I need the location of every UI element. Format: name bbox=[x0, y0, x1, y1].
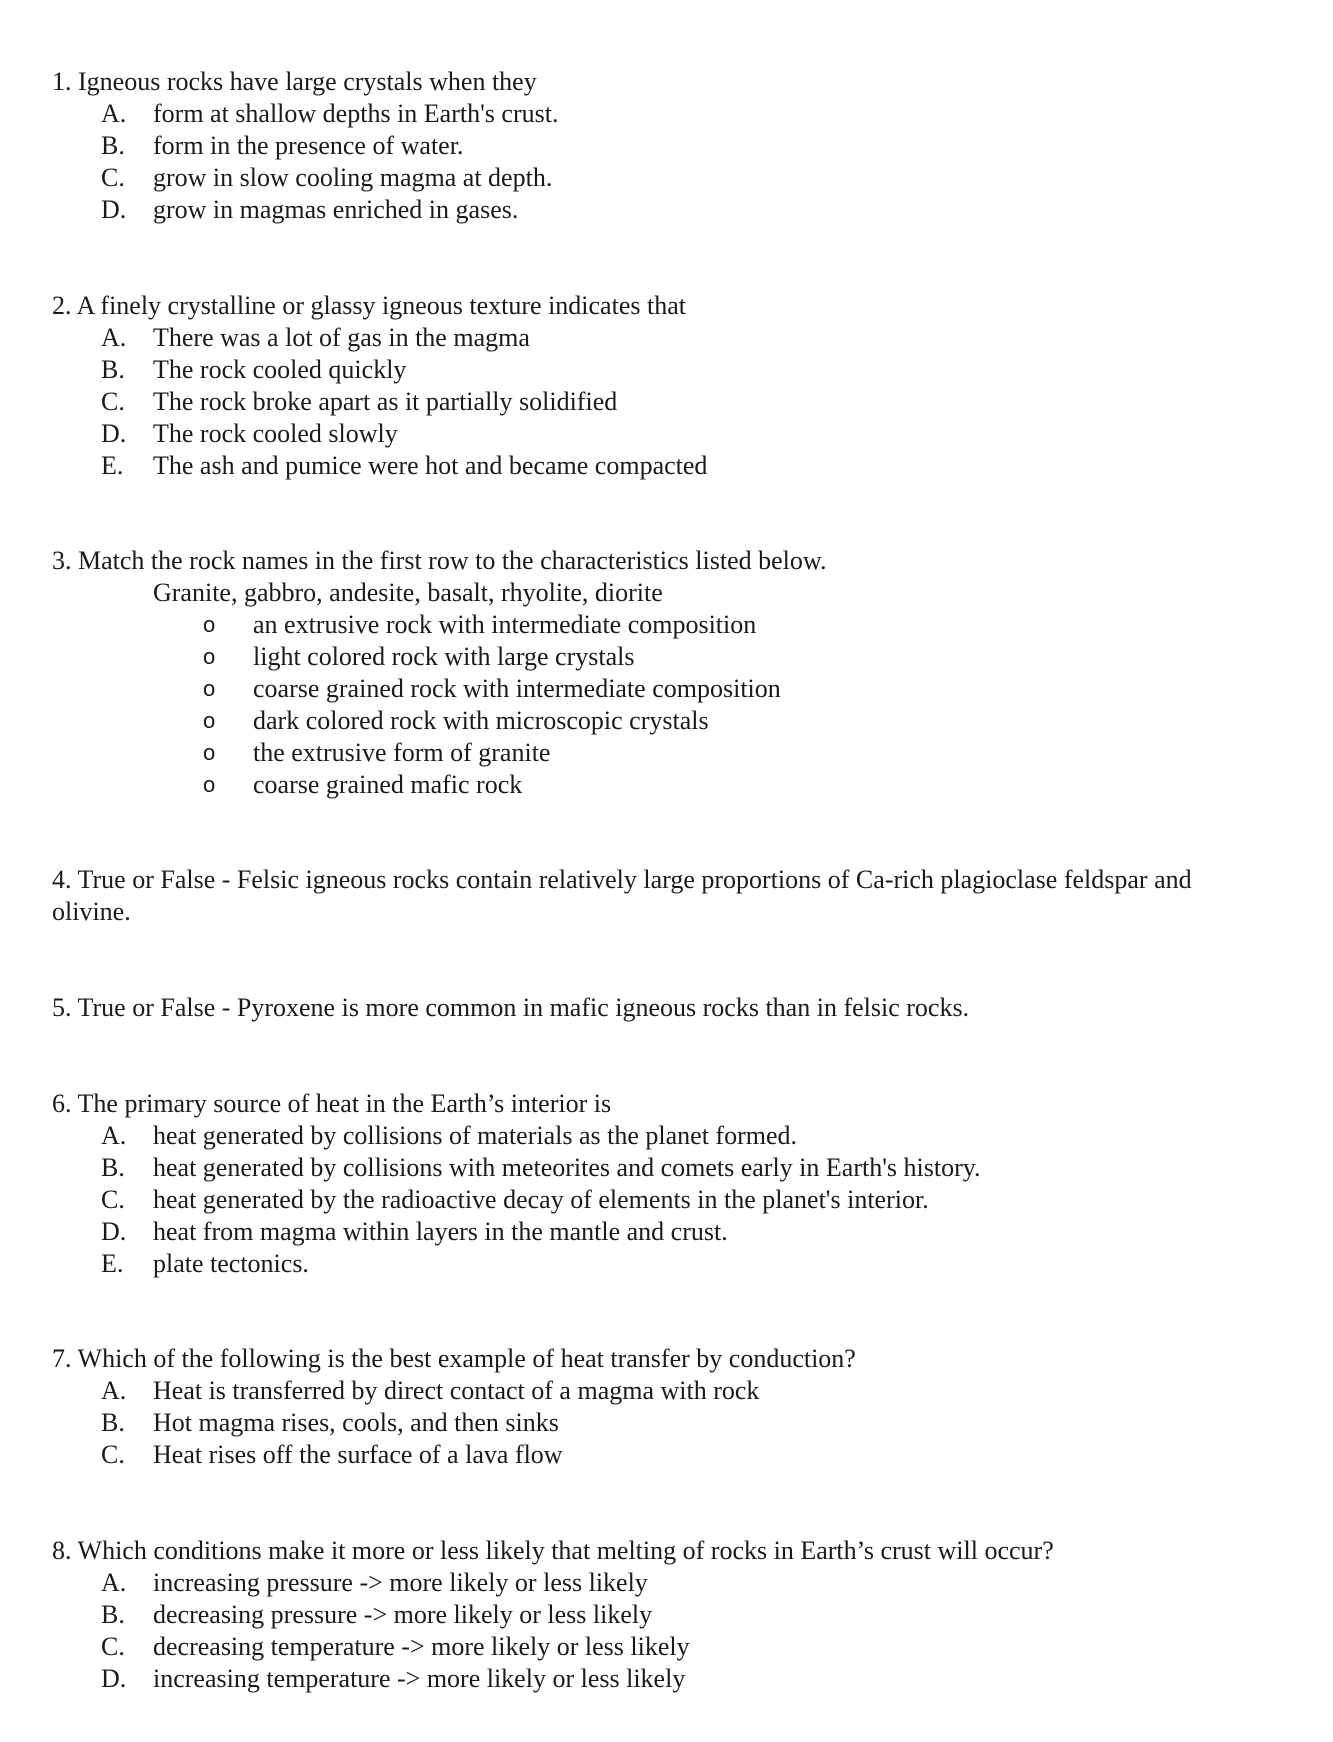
q6-option-b-text: heat generated by collisions with meteorites and comets early in Earth's history. bbox=[153, 1153, 981, 1182]
q7-option-a-text: Heat is transferred by direct contact of a magma with rock bbox=[153, 1376, 760, 1405]
q6-option-a-text: heat generated by collisions of materials as the planet formed. bbox=[153, 1121, 797, 1150]
q3-item-1: an extrusive rock with intermediate composition bbox=[253, 610, 757, 639]
q2-option-e-letter: E. bbox=[101, 451, 124, 480]
bullet-icon: o bbox=[203, 612, 216, 637]
bullet-icon: o bbox=[203, 772, 216, 797]
q7-option-c-letter: C. bbox=[101, 1440, 125, 1469]
q2-option-d-text: The rock cooled slowly bbox=[153, 419, 398, 448]
rock-names-list: Granite, gabbro, andesite, basalt, rhyolite, diorite bbox=[153, 578, 663, 607]
q8-option-c-text: decreasing temperature -> more likely or less likely bbox=[153, 1632, 690, 1661]
q1-option-c-text: grow in slow cooling magma at depth. bbox=[153, 163, 553, 192]
q3-item-2: light colored rock with large crystals bbox=[253, 642, 635, 671]
bullet-icon: o bbox=[203, 676, 216, 701]
q8-option-b-text: decreasing pressure -> more likely or less likely bbox=[153, 1600, 653, 1629]
q1-option-d-text: grow in magmas enriched in gases. bbox=[153, 195, 519, 224]
q3-item-6: coarse grained mafic rock bbox=[253, 770, 523, 799]
question-4-stem-line-2: olivine. bbox=[52, 897, 131, 926]
question-7-stem: 7. Which of the following is the best example of heat transfer by conduction? bbox=[52, 1344, 856, 1373]
q2-option-b-text: The rock cooled quickly bbox=[153, 355, 407, 384]
q1-option-a-text: form at shallow depths in Earth's crust. bbox=[153, 99, 559, 128]
question-6-stem: 6. The primary source of heat in the Earth’s interior is bbox=[52, 1089, 612, 1118]
q6-option-e-text: plate tectonics. bbox=[153, 1249, 309, 1278]
q3-item-5: the extrusive form of granite bbox=[253, 738, 551, 767]
q6-option-b-letter: B. bbox=[101, 1153, 125, 1182]
q6-option-a-letter: A. bbox=[101, 1121, 127, 1150]
q8-option-a-letter: A. bbox=[101, 1568, 127, 1597]
bullet-icon: o bbox=[203, 644, 216, 669]
q2-option-a-text: There was a lot of gas in the magma bbox=[153, 323, 530, 352]
q3-item-4: dark colored rock with microscopic crystals bbox=[253, 706, 709, 735]
question-4-stem-line-1: 4. True or False - Felsic igneous rocks contain relatively large proportions of Ca-rich plagioclase feldspar and bbox=[52, 865, 1192, 894]
question-1-stem: 1. Igneous rocks have large crystals when they bbox=[52, 67, 537, 96]
q2-option-c-text: The rock broke apart as it partially solidified bbox=[153, 387, 618, 416]
q1-option-b-text: form in the presence of water. bbox=[153, 131, 464, 160]
q8-option-d-letter: D. bbox=[101, 1664, 127, 1693]
q1-option-d-letter: D. bbox=[101, 195, 127, 224]
bullet-icon: o bbox=[203, 708, 216, 733]
question-2-stem: 2. A finely crystalline or glassy igneous texture indicates that bbox=[52, 291, 686, 320]
q1-option-b-letter: B. bbox=[101, 131, 125, 160]
q1-option-a-letter: A. bbox=[101, 99, 127, 128]
q8-option-d-text: increasing temperature -> more likely or less likely bbox=[153, 1664, 686, 1693]
q8-option-b-letter: B. bbox=[101, 1600, 125, 1629]
bullet-icon: o bbox=[203, 740, 216, 765]
q6-option-c-letter: C. bbox=[101, 1185, 125, 1214]
q8-option-c-letter: C. bbox=[101, 1632, 125, 1661]
q2-option-d-letter: D. bbox=[101, 419, 127, 448]
q6-option-c-text: heat generated by the radioactive decay of elements in the planet's interior. bbox=[153, 1185, 929, 1214]
q7-option-b-text: Hot magma rises, cools, and then sinks bbox=[153, 1408, 559, 1437]
question-3-stem: 3. Match the rock names in the first row to the characteristics listed below. bbox=[52, 546, 827, 575]
q3-item-3: coarse grained rock with intermediate composition bbox=[253, 674, 781, 703]
q7-option-b-letter: B. bbox=[101, 1408, 125, 1437]
q6-option-d-letter: D. bbox=[101, 1217, 127, 1246]
q2-option-b-letter: B. bbox=[101, 355, 125, 384]
q7-option-a-letter: A. bbox=[101, 1376, 127, 1405]
q6-option-d-text: heat from magma within layers in the mantle and crust. bbox=[153, 1217, 728, 1246]
q6-option-e-letter: E. bbox=[101, 1249, 124, 1278]
q7-option-c-text: Heat rises off the surface of a lava flow bbox=[153, 1440, 563, 1469]
q8-option-a-text: increasing pressure -> more likely or less likely bbox=[153, 1568, 648, 1597]
question-8-stem: 8. Which conditions make it more or less likely that melting of rocks in Earth’s crust will occur? bbox=[52, 1536, 1054, 1565]
q2-option-e-text: The ash and pumice were hot and became compacted bbox=[153, 451, 708, 480]
q2-option-a-letter: A. bbox=[101, 323, 127, 352]
question-5-stem: 5. True or False - Pyroxene is more common in mafic igneous rocks than in felsic rocks. bbox=[52, 993, 970, 1022]
q1-option-c-letter: C. bbox=[101, 163, 125, 192]
q2-option-c-letter: C. bbox=[101, 387, 125, 416]
